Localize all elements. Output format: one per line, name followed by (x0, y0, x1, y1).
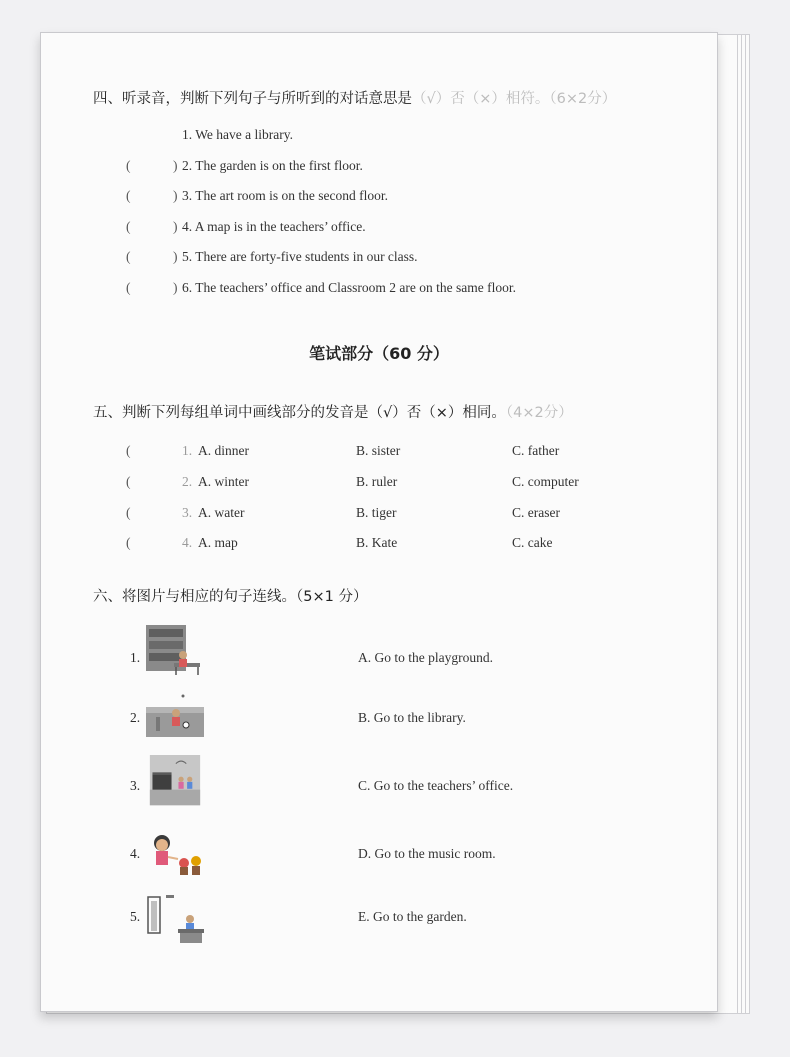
word-option-c: C. computer (512, 474, 579, 489)
answer-paren-close: ) (173, 249, 178, 264)
answer-paren-open: ( (126, 158, 131, 173)
answer-paren-open: ( (126, 505, 131, 520)
section4-title (93, 87, 616, 108)
match-sentence: D. Go to the music room. (358, 846, 496, 861)
worksheet-page (40, 32, 718, 1012)
garden-scene-icon (146, 829, 204, 881)
match-sentence: E. Go to the garden. (358, 909, 467, 924)
word-option-c: C. cake (512, 535, 553, 550)
picture-number: 5. (130, 909, 141, 924)
picture-number: 3. (130, 778, 141, 793)
word-option-a: A. winter (198, 474, 249, 489)
statement-text: 6. The teachers’ office and Classroom 2 are on the same floor. (182, 280, 517, 295)
answer-paren-open: ( (126, 219, 131, 234)
match-sentence: B. Go to the library. (358, 710, 466, 725)
section5-title-faded: （4×2分） (505, 405, 573, 421)
answer-paren-open: ( (126, 280, 131, 295)
word-option-c: C. father (512, 443, 560, 458)
section6-title: 六、将图片与相应的句子连线。（5×1 分） (93, 589, 368, 605)
picture-number: 2. (130, 710, 141, 725)
word-option-b: B. sister (356, 443, 401, 458)
word-option-b: B. tiger (356, 505, 397, 520)
playground-scene-icon (146, 693, 204, 745)
answer-paren-close: ) (173, 158, 178, 173)
statement-text: 3. The art room is on the second floor. (182, 188, 388, 203)
statement-text: 2. The garden is on the first floor. (182, 158, 363, 173)
section4-title-faded: （√）否（×）相符。（6×2分） (412, 91, 617, 107)
picture-number: 1. (130, 650, 141, 665)
word-option-b: B. ruler (356, 474, 398, 489)
music-room-scene-icon (146, 755, 204, 807)
word-option-a: A. dinner (198, 443, 249, 458)
library-scene-icon (146, 625, 204, 677)
answer-paren-close: ) (173, 219, 178, 234)
row-number: 3. (182, 505, 193, 520)
word-option-c: C. eraser (512, 505, 560, 520)
picture-number: 4. (130, 846, 141, 861)
statement-text: 4. A map is in the teachers’ office. (182, 219, 366, 234)
word-option-a: A. map (198, 535, 238, 550)
row-number: 2. (182, 474, 193, 489)
word-option-b: B. Kate (356, 535, 398, 550)
statement-text: 1. We have a library. (182, 127, 293, 142)
statement-text: 5. There are forty-five students in our class. (182, 249, 418, 264)
section5-title-main: 五、判断下列每组单词中画线部分的发音是（√）否（×）相同。 (93, 405, 506, 421)
match-sentence: A. Go to the playground. (358, 650, 493, 665)
office-scene-icon (146, 895, 204, 947)
section4-title-main: 四、听录音，判断下列句子与所听到的对话意思是 (93, 91, 412, 107)
answer-paren-close: ) (173, 188, 178, 203)
answer-paren-open: ( (126, 535, 131, 550)
match-sentence: C. Go to the teachers’ office. (358, 778, 514, 793)
answer-paren-close: ) (173, 280, 178, 295)
written-part-title: 笔试部分（60 分） (309, 344, 449, 363)
row-number: 4. (182, 535, 193, 550)
word-option-a: A. water (198, 505, 245, 520)
section5-title (93, 401, 573, 422)
answer-paren-open: ( (126, 188, 131, 203)
row-number: 1. (182, 443, 193, 458)
answer-paren-open: ( (126, 249, 131, 264)
answer-paren-open: ( (126, 474, 131, 489)
answer-paren-open: ( (126, 443, 131, 458)
